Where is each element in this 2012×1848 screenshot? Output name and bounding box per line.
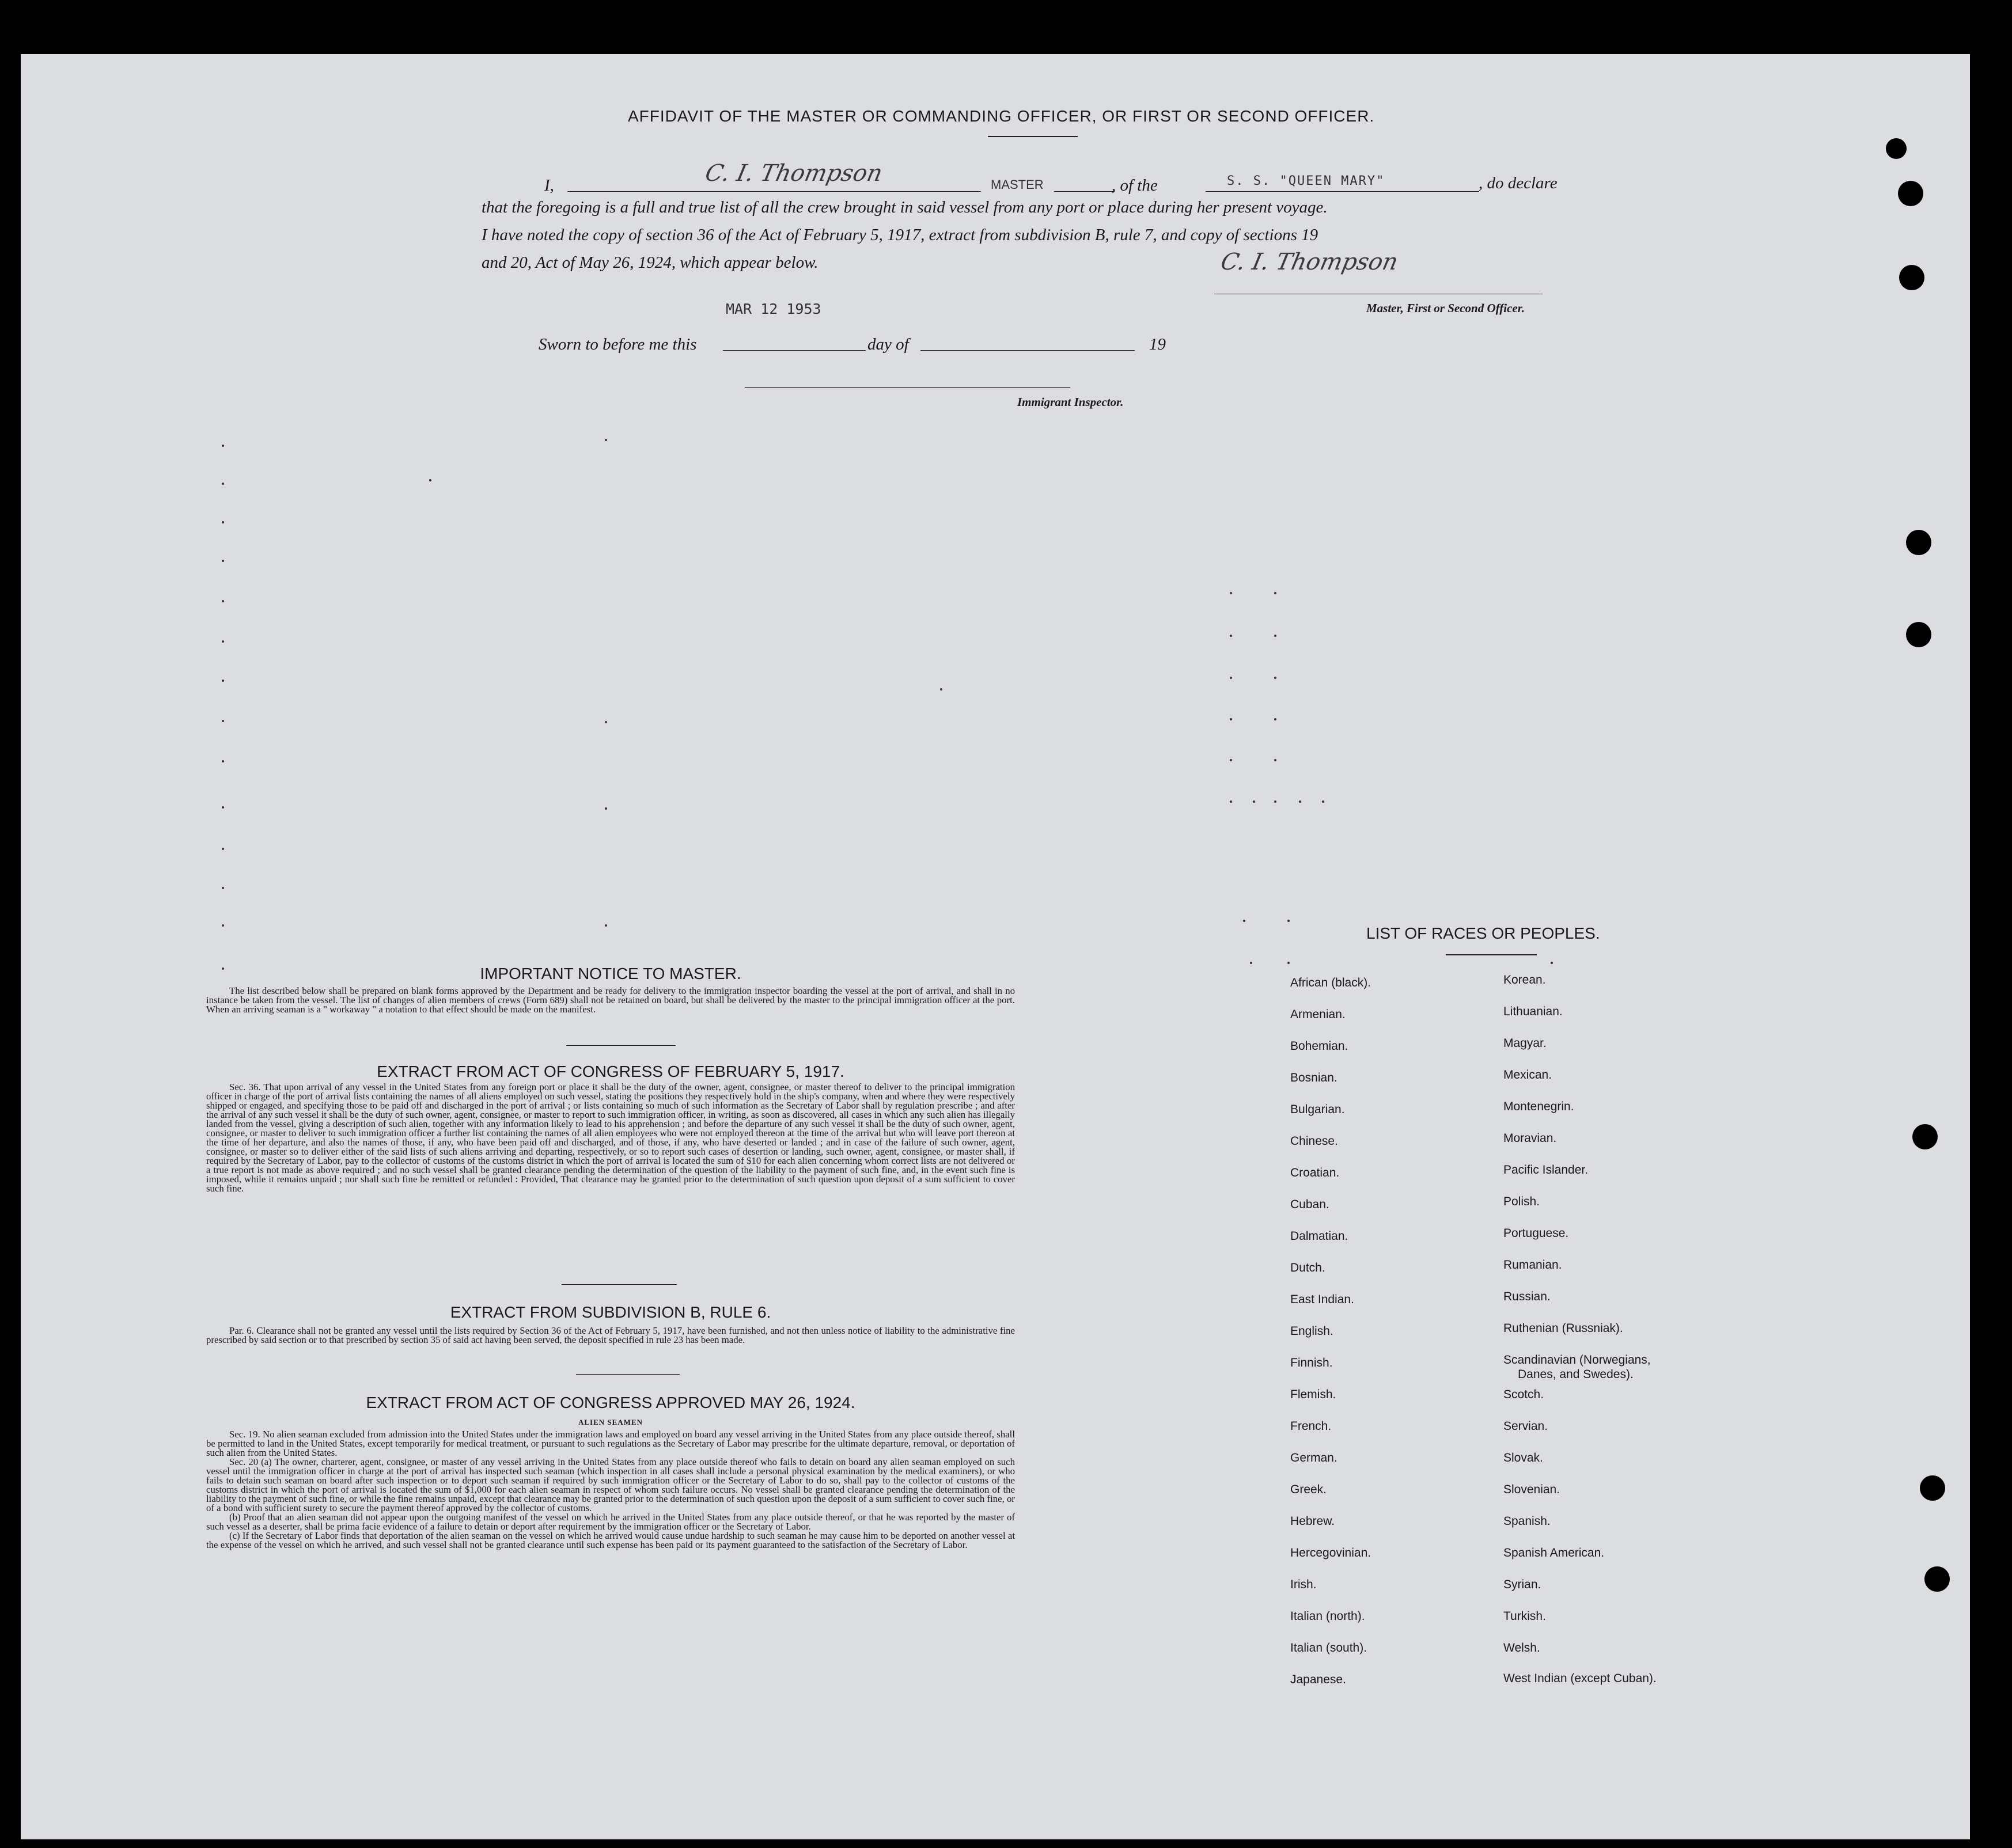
speck xyxy=(222,521,224,523)
speck xyxy=(222,887,224,889)
race-item: Italian (north). xyxy=(1290,1610,1365,1623)
officer-signature: C. I. Thompson xyxy=(1218,249,1401,275)
race-item: Moravian. xyxy=(1503,1132,1557,1145)
race-item: German. xyxy=(1290,1451,1337,1464)
speck xyxy=(605,807,607,810)
race-item: Turkish. xyxy=(1503,1610,1546,1623)
extract-rule6-divider xyxy=(576,1374,680,1375)
affidavit-line-2: that the foregoing is a full and true list of all the crew brought in said vessel from any port or place during her present voyage. xyxy=(482,198,1328,217)
sec20b-paragraph: (b) Proof that an alien seaman did not appear upon the outgoing manifest of the vessel on which he arrived in the United States from any place outside thereof, or that he was reported by the master of such vessel as a deserter, shall be prima facie evidence of a failure to detain or deport after requirement by the immigration officer or the Secretary of Labor. xyxy=(206,1512,1015,1532)
speck xyxy=(222,848,224,850)
sworn-month-line xyxy=(920,350,1135,351)
race-item: Scandinavian (Norwegians, xyxy=(1503,1353,1651,1367)
race-item: Ruthenian (Russniak). xyxy=(1503,1322,1623,1335)
race-item: Greek. xyxy=(1290,1483,1327,1496)
race-item: Croatian. xyxy=(1290,1166,1340,1179)
extract-1917-divider xyxy=(562,1284,677,1285)
document-page xyxy=(21,54,1970,1839)
race-item: East Indian. xyxy=(1290,1293,1354,1306)
affidavit-line-3: I have noted the copy of section 36 of the Act of February 5, 1917, extract from subdivision B, rule 7, and copy of sections 19 xyxy=(482,226,1318,244)
sec36-paragraph: Sec. 36. That upon arrival of any vessel in the United States from any foreign port or place it shall be the duty of the owner, agent, consignee, or master thereof to deliver to the principal immigration officer in charge of the port of arrival lists containing the names of all aliens employed on such vessel, stating the positions they respectively hold in the ship's company, when and where they were respectively shipped or engaged, and specifying those to be paid off and discharged in the port of arrival ; or lists containing so much of such information as the Secretary of Labor shall by regulation prescribe ; and after the arrival of any such vessel it shall be the duty of such owner, agent, consignee, or master to report to such immigration officer, in writing, as soon as discovered, all cases in which any such alien has illegally landed from the vessel, giving a description of such alien, together with any information likely to lead to his apprehension ; and before the departure of any such vessel it shall be the duty of such owner, agent, consignee, or master to deliver to such immigration officer a further list containing the names of all alien employees who were not employed thereon at the time of the arrival but who will leave port thereon at the time of her departure, and also the names of those, if any, who have been paid off and discharged, and of those, if any, who have deserted or landed ; and in case of the failure of such owner, agent, consignee, or master so to deliver either of the said lists of such aliens arriving and departing, respectively, or so to report such cases of desertion or landing, such owner, agent, consignee, or master shall, if required by the Secretary of Labor, pay to the collector of customs of the customs district in which the port of arrival is located the sum of $10 for each alien concerning whom correct lists are not delivered or a true report is not made as above required ; and no such vessel shall be granted clearance pending the determination of the question of the liability to the payment of such fine, and, in the event such fine is imposed, while it remains unpaid ; nor shall such fine be remitted or refunded : Provided, That clearance may be granted prior to the determination of such question upon deposit of a sum sufficient to cover such fine. xyxy=(206,1082,1015,1194)
race-item: Pacific Islander. xyxy=(1503,1163,1589,1177)
affidavit-line-4: and 20, Act of May 26, 1924, which appear below. xyxy=(482,253,819,272)
race-item: Spanish. xyxy=(1503,1515,1551,1528)
race-item: Polish. xyxy=(1503,1195,1540,1208)
races-underline xyxy=(1446,954,1537,955)
name-line xyxy=(567,191,981,192)
race-item: Bulgarian. xyxy=(1290,1103,1345,1116)
speck xyxy=(605,439,607,441)
extract-1917-title: EXTRACT FROM ACT OF CONGRESS OF FEBRUARY 5, 1917. xyxy=(377,1062,844,1080)
year-label: 19 xyxy=(1149,335,1166,354)
date-stamp: MAR 12 1953 xyxy=(726,301,821,317)
race-item: English. xyxy=(1290,1325,1333,1338)
race-item: Scotch. xyxy=(1503,1388,1544,1401)
speck xyxy=(940,688,942,690)
race-item: Chinese. xyxy=(1290,1134,1338,1148)
race-item: Dalmatian. xyxy=(1290,1230,1348,1243)
role-label: MASTER xyxy=(991,177,1044,192)
race-item: African (black). xyxy=(1290,976,1371,989)
speck xyxy=(1287,920,1290,922)
extract-1924-text xyxy=(206,1430,1015,1550)
speck xyxy=(222,924,224,927)
speck xyxy=(222,445,224,447)
race-item: Danes, and Swedes). xyxy=(1518,1368,1634,1381)
race-item: Slovak. xyxy=(1503,1451,1543,1464)
punch-hole xyxy=(1899,265,1924,290)
speck xyxy=(222,806,224,809)
inspector-caption: Immigrant Inspector. xyxy=(1017,395,1124,409)
vessel-line xyxy=(1206,191,1479,192)
speck xyxy=(1230,677,1232,679)
title-underline xyxy=(988,136,1078,137)
do-declare-label: , do declare xyxy=(1479,174,1558,192)
extract-1924-title: EXTRACT FROM ACT OF CONGRESS APPROVED MAY 26, 1924. xyxy=(366,1394,855,1411)
inspector-line xyxy=(745,387,1070,388)
sworn-label: Sworn to before me this xyxy=(539,335,697,354)
speck xyxy=(1274,635,1276,637)
speck xyxy=(1274,718,1276,720)
race-item: Portuguese. xyxy=(1503,1227,1569,1240)
speck xyxy=(1299,800,1301,803)
punch-hole xyxy=(1906,530,1931,555)
speck xyxy=(222,680,224,682)
sworn-day-line xyxy=(723,350,866,351)
alien-seamen-subtitle: ALIEN SEAMEN xyxy=(578,1418,643,1426)
race-item: Korean. xyxy=(1503,973,1546,986)
speck xyxy=(222,600,224,602)
speck xyxy=(1230,592,1232,594)
role-line xyxy=(1054,191,1115,192)
race-item: Hercegovinian. xyxy=(1290,1546,1371,1559)
race-item: Finnish. xyxy=(1290,1356,1333,1369)
race-item: Bohemian. xyxy=(1290,1039,1348,1053)
race-item: Mexican. xyxy=(1503,1068,1552,1082)
speck xyxy=(1322,800,1324,803)
affidavit-i: I, xyxy=(544,176,554,195)
master-signature: C. I. Thompson xyxy=(703,160,885,187)
of-the-label: , of the xyxy=(1112,176,1158,195)
extract-rule6-title: EXTRACT FROM SUBDIVISION B, RULE 6. xyxy=(450,1303,771,1321)
speck xyxy=(1274,759,1276,761)
extract-1917-text xyxy=(206,1083,1015,1193)
speck xyxy=(222,560,224,562)
speck xyxy=(222,760,224,762)
punch-hole xyxy=(1898,181,1923,206)
race-item: Dutch. xyxy=(1290,1261,1325,1274)
race-item: Magyar. xyxy=(1503,1037,1547,1050)
sec20a-paragraph: Sec. 20 (a) The owner, charterer, agent, consignee, or master of any vessel arriving in the United States from any place outside thereof who fails to detain on board any alien seaman employed on such vessel until the immigration officer in charge at the port of arrival has inspected such seaman (which inspection in all cases shall include a personal physical examination by the medical examiners), or who fails to detain such seaman on board after such inspection or to deport such seaman if required by such immigration officer or the Secretary of Labor to do so, shall pay to the collector of customs of the customs district in which the port of arrival is located the sum of $1,000 for each alien seaman in respect of whom such failure occurs. No vessel shall be granted clearance pending the determination of the liability to the payment of such fine, or while the fine remains unpaid, except that clearance may be granted prior to the determination of such question upon the deposit of a sum sufficient to cover such fine, or of a bond with sufficient surety to secure the payment thereof approved by the collector of customs. xyxy=(206,1456,1015,1513)
speck xyxy=(222,640,224,643)
speck xyxy=(1287,962,1290,964)
race-item: Russian. xyxy=(1503,1290,1551,1303)
speck xyxy=(222,483,224,485)
races-title: LIST OF RACES OR PEOPLES. xyxy=(1366,924,1600,942)
day-of-label: day of xyxy=(867,335,909,354)
race-item: Syrian. xyxy=(1503,1578,1541,1591)
speck xyxy=(1230,635,1232,637)
punch-hole xyxy=(1886,138,1907,159)
rule6-paragraph: Par. 6. Clearance shall not be granted any vessel until the lists required by Section 36 of the Act of February 5, 1917, have been furnished, and not then unless notice of liability to the administrative fine prescribed by said section or to that prescribed by section 35 of said act having been served, the deposit specified in rule 23 has been made. xyxy=(206,1325,1015,1345)
notice-title: IMPORTANT NOTICE TO MASTER. xyxy=(480,965,741,982)
vessel-name: S. S. "QUEEN MARY" xyxy=(1227,174,1385,188)
speck xyxy=(429,479,431,481)
speck xyxy=(1551,962,1553,964)
race-item: Cuban. xyxy=(1290,1198,1329,1211)
notice-text xyxy=(206,986,1015,1014)
notice-paragraph: The list described below shall be prepared on blank forms approved by the Department and be ready for delivery to the immigration inspector boarding the vessel at the port of arrival, and shall in no instance be taken from the vessel. The list of changes of alien members of crews (Form 689) shall not be retained on board, but shall be delivered by the master to the principal immigration officer at the port. When an arriving seaman is a " workaway " a notation to that effect should be made on the manifest. xyxy=(206,985,1015,1015)
extract-rule6-text xyxy=(206,1326,1015,1345)
punch-hole xyxy=(1906,622,1931,647)
race-item: French. xyxy=(1290,1420,1332,1433)
speck xyxy=(222,720,224,722)
race-item: Armenian. xyxy=(1290,1008,1346,1021)
race-item: Hebrew. xyxy=(1290,1515,1335,1528)
speck xyxy=(1274,677,1276,679)
race-item: Spanish American. xyxy=(1503,1546,1605,1559)
speck xyxy=(1253,800,1255,803)
notice-divider xyxy=(566,1045,676,1046)
officer-caption: Master, First or Second Officer. xyxy=(1366,301,1525,315)
punch-hole xyxy=(1924,1566,1950,1592)
speck xyxy=(1274,592,1276,594)
speck xyxy=(1230,718,1232,720)
race-item: Bosnian. xyxy=(1290,1071,1337,1084)
punch-hole xyxy=(1912,1124,1938,1149)
race-item: Japanese. xyxy=(1290,1673,1346,1686)
race-item: Rumanian. xyxy=(1503,1258,1562,1272)
sec19-paragraph: Sec. 19. No alien seaman excluded from admission into the United States under the immigration laws and employed on board any vessel arriving in the United States from any place outside thereof, shall be permitted to land in the United States, except temporarily for medical treatment, or pursuant to such regulations as the Secretary of Labor may prescribe for the ultimate departure, removal, or deportation of such alien from the United States. xyxy=(206,1429,1015,1458)
affidavit-title: AFFIDAVIT OF THE MASTER OR COMMANDING OFFICER, OR FIRST OR SECOND OFFICER. xyxy=(628,107,1375,125)
speck xyxy=(1243,920,1245,922)
speck xyxy=(605,721,607,723)
speck xyxy=(1230,759,1232,761)
race-item: Montenegrin. xyxy=(1503,1100,1574,1113)
race-item: Irish. xyxy=(1290,1578,1317,1591)
race-item: Lithuanian. xyxy=(1503,1005,1563,1018)
speck xyxy=(1230,800,1232,803)
race-item: Servian. xyxy=(1503,1420,1548,1433)
speck xyxy=(605,924,607,927)
speck xyxy=(1274,800,1276,803)
punch-hole xyxy=(1920,1475,1945,1501)
race-item: West Indian (except Cuban). xyxy=(1503,1672,1657,1685)
sec20c-paragraph: (c) If the Secretary of Labor finds that deportation of the alien seaman on the vessel on which he arrived would cause undue hardship to such seaman he may cause him to be deported on another vessel at the expense of the vessel on which he arrived, and such vessel shall not be granted clearance until such expense has been paid or its payment guaranteed to the satisfaction of the Secretary of Labor. xyxy=(206,1530,1015,1550)
race-item: Slovenian. xyxy=(1503,1483,1560,1496)
race-item: Italian (south). xyxy=(1290,1641,1367,1655)
speck xyxy=(1250,962,1252,964)
race-item: Welsh. xyxy=(1503,1641,1540,1655)
race-item: Flemish. xyxy=(1290,1388,1336,1401)
